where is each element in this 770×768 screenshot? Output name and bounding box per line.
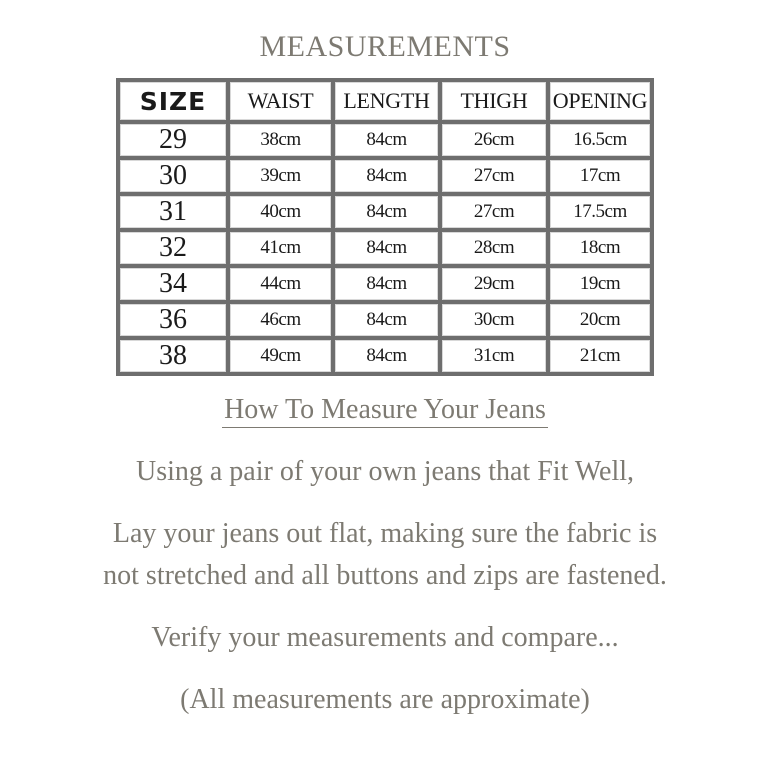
size-cell: 29 <box>120 124 226 156</box>
length-cell: 84cm <box>335 232 438 264</box>
size-cell: 36 <box>120 304 226 336</box>
size-cell: 38 <box>120 340 226 372</box>
measure-guide-heading <box>0 394 770 426</box>
thigh-cell: 27cm <box>442 160 546 192</box>
waist-cell: 40cm <box>230 196 331 228</box>
thigh-cell: 27cm <box>442 196 546 228</box>
header-length: LENGTH <box>335 82 438 120</box>
table-header-row <box>120 82 650 120</box>
table-row <box>120 196 650 228</box>
opening-cell: 18cm <box>550 232 650 264</box>
opening-cell: 19cm <box>550 268 650 300</box>
waist-cell: 39cm <box>230 160 331 192</box>
thigh-cell: 29cm <box>442 268 546 300</box>
size-cell: 31 <box>120 196 226 228</box>
waist-cell: 44cm <box>230 268 331 300</box>
length-cell: 84cm <box>335 268 438 300</box>
size-cell: 30 <box>120 160 226 192</box>
size-cell: 32 <box>120 232 226 264</box>
page-title: MEASUREMENTS <box>259 30 511 63</box>
measure-guide-title: How To Measure Your Jeans <box>222 394 548 428</box>
size-cell: 34 <box>120 268 226 300</box>
waist-cell: 46cm <box>230 304 331 336</box>
thigh-cell: 26cm <box>442 124 546 156</box>
guide-line-5: (All measurements are approximate) <box>180 684 590 715</box>
thigh-cell: 28cm <box>442 232 546 264</box>
length-cell: 84cm <box>335 124 438 156</box>
header-opening: OPENING <box>550 82 650 120</box>
waist-cell: 41cm <box>230 232 331 264</box>
opening-cell: 17.5cm <box>550 196 650 228</box>
length-cell: 84cm <box>335 304 438 336</box>
thigh-cell: 30cm <box>442 304 546 336</box>
guide-line-3: not stretched and all buttons and zips are fastened. <box>103 560 667 591</box>
guide-line-2: Lay your jeans out flat, making sure the fabric is <box>112 518 658 549</box>
opening-cell: 20cm <box>550 304 650 336</box>
thigh-cell: 31cm <box>442 340 546 372</box>
table-row <box>120 304 650 336</box>
table-row <box>120 160 650 192</box>
header-waist: WAIST <box>230 82 331 120</box>
opening-cell: 16.5cm <box>550 124 650 156</box>
table-row <box>120 232 650 264</box>
waist-cell: 49cm <box>230 340 331 372</box>
opening-cell: 21cm <box>550 340 650 372</box>
guide-line-4: Verify your measurements and compare... <box>151 622 619 653</box>
table-row <box>120 124 650 156</box>
waist-cell: 38cm <box>230 124 331 156</box>
size-chart-table <box>116 78 654 376</box>
guide-line-1: Using a pair of your own jeans that Fit Well, <box>135 456 635 487</box>
length-cell: 84cm <box>335 196 438 228</box>
header-thigh: THIGH <box>442 82 546 120</box>
table-row <box>120 268 650 300</box>
length-cell: 84cm <box>335 160 438 192</box>
header-size: SIZE <box>120 82 226 120</box>
length-cell: 84cm <box>335 340 438 372</box>
opening-cell: 17cm <box>550 160 650 192</box>
table-row <box>120 340 650 372</box>
